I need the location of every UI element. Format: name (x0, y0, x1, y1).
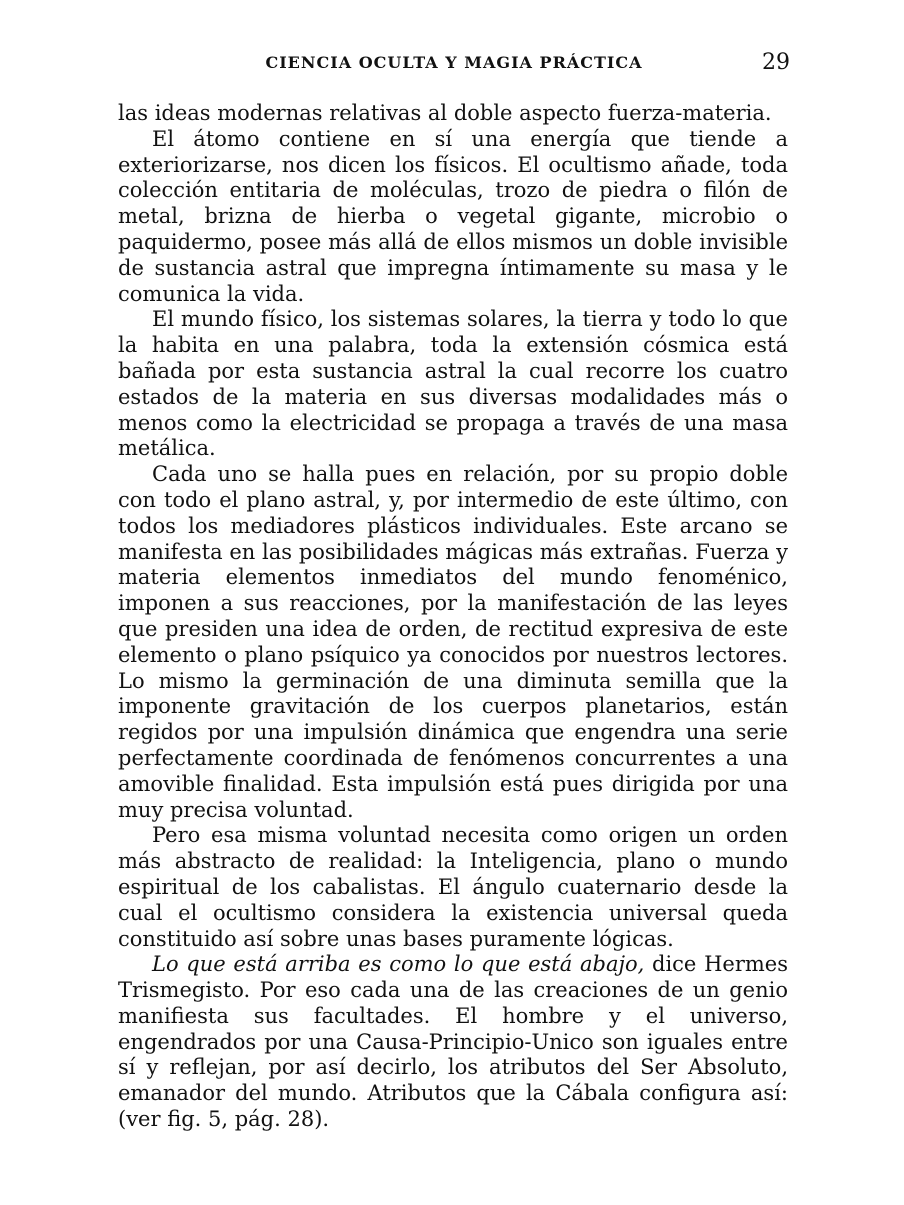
paragraph (118, 952, 788, 1133)
paragraph (118, 462, 788, 823)
paragraph-text: las ideas modernas relativas al doble aspecto fuerza-materia. (118, 101, 772, 125)
paragraph-text: Pero esa misma voluntad necesita como origen un orden más abstracto de realidad: la Inteligencia, plano o mundo espiritual de los cabalistas. El ángulo cuaternario desde la cual el ocultismo considera la existencia universal queda constituido así sobre unas bases puramente lógicas. (118, 823, 788, 951)
paragraph (118, 307, 788, 462)
page-header (118, 50, 790, 80)
body-text (118, 101, 788, 1133)
paragraph-text: El átomo contiene en sí una energía que tiende a exteriorizarse, nos dicen los físicos. El ocultismo añade, toda colección entitaria de moléculas, trozo de piedra o filón de metal, brizna de hierba o vegetal gigante, microbio o paquidermo, posee más allá de ellos mismos un doble invisible de sustancia astral que impregna íntimamente su masa y le comunica la vida. (118, 126, 788, 306)
page-number: 29 (762, 50, 790, 75)
paragraph (118, 127, 788, 308)
quotation-italic: Lo que está arriba es como lo que está abajo, (152, 952, 645, 977)
paragraph (118, 823, 788, 952)
paragraph-text: dice Hermes Trismegisto. Por eso cada una de las creaciones de un genio manifiesta sus facultades. El hombre y el universo, engendrados por una Causa-Principio-Unico son iguales entre sí y reflejan, por así decirlo, los atributos del Ser Absoluto, emanador del mundo. Atributos que la Cábala configura así: (ver fig. 5, pág. 28). (118, 952, 788, 1132)
paragraph-text: El mundo físico, los sistemas solares, la tierra y todo lo que la habita en una palabra, toda la extensión cósmica está bañada por esta sustancia astral la cual recorre los cuatro estados de la materia en sus diversas modalidades más o menos como la electricidad se propaga a través de una masa metálica. (118, 307, 788, 461)
paragraph-text: Cada uno se halla pues en relación, por su propio doble con todo el plano astral, y, por intermedio de este último, con todos los mediadores plásticos individuales. Este arcano se manifesta en las posibilidades mágicas más extrañas. Fuerza y materia elementos inmediatos del mundo fenoménico, imponen a sus reacciones, por la manifestación de las leyes que presiden una idea de orden, de rectitud expresiva de este elemento o plano psíquico ya conocidos por nuestros lectores. Lo mismo la germinación de una diminuta semilla que la imponente gravitación de los cuerpos planetarios, están regidos por una impulsión dinámica que engendra una serie perfectamente coordinada de fenómenos concurrentes a una amovible finalidad. Esta impulsión está pues dirigida por una muy precisa voluntad. (118, 462, 788, 822)
paragraph-continuation (118, 101, 788, 127)
running-title: CIENCIA OCULTA Y MAGIA PRÁCTICA (265, 53, 643, 72)
